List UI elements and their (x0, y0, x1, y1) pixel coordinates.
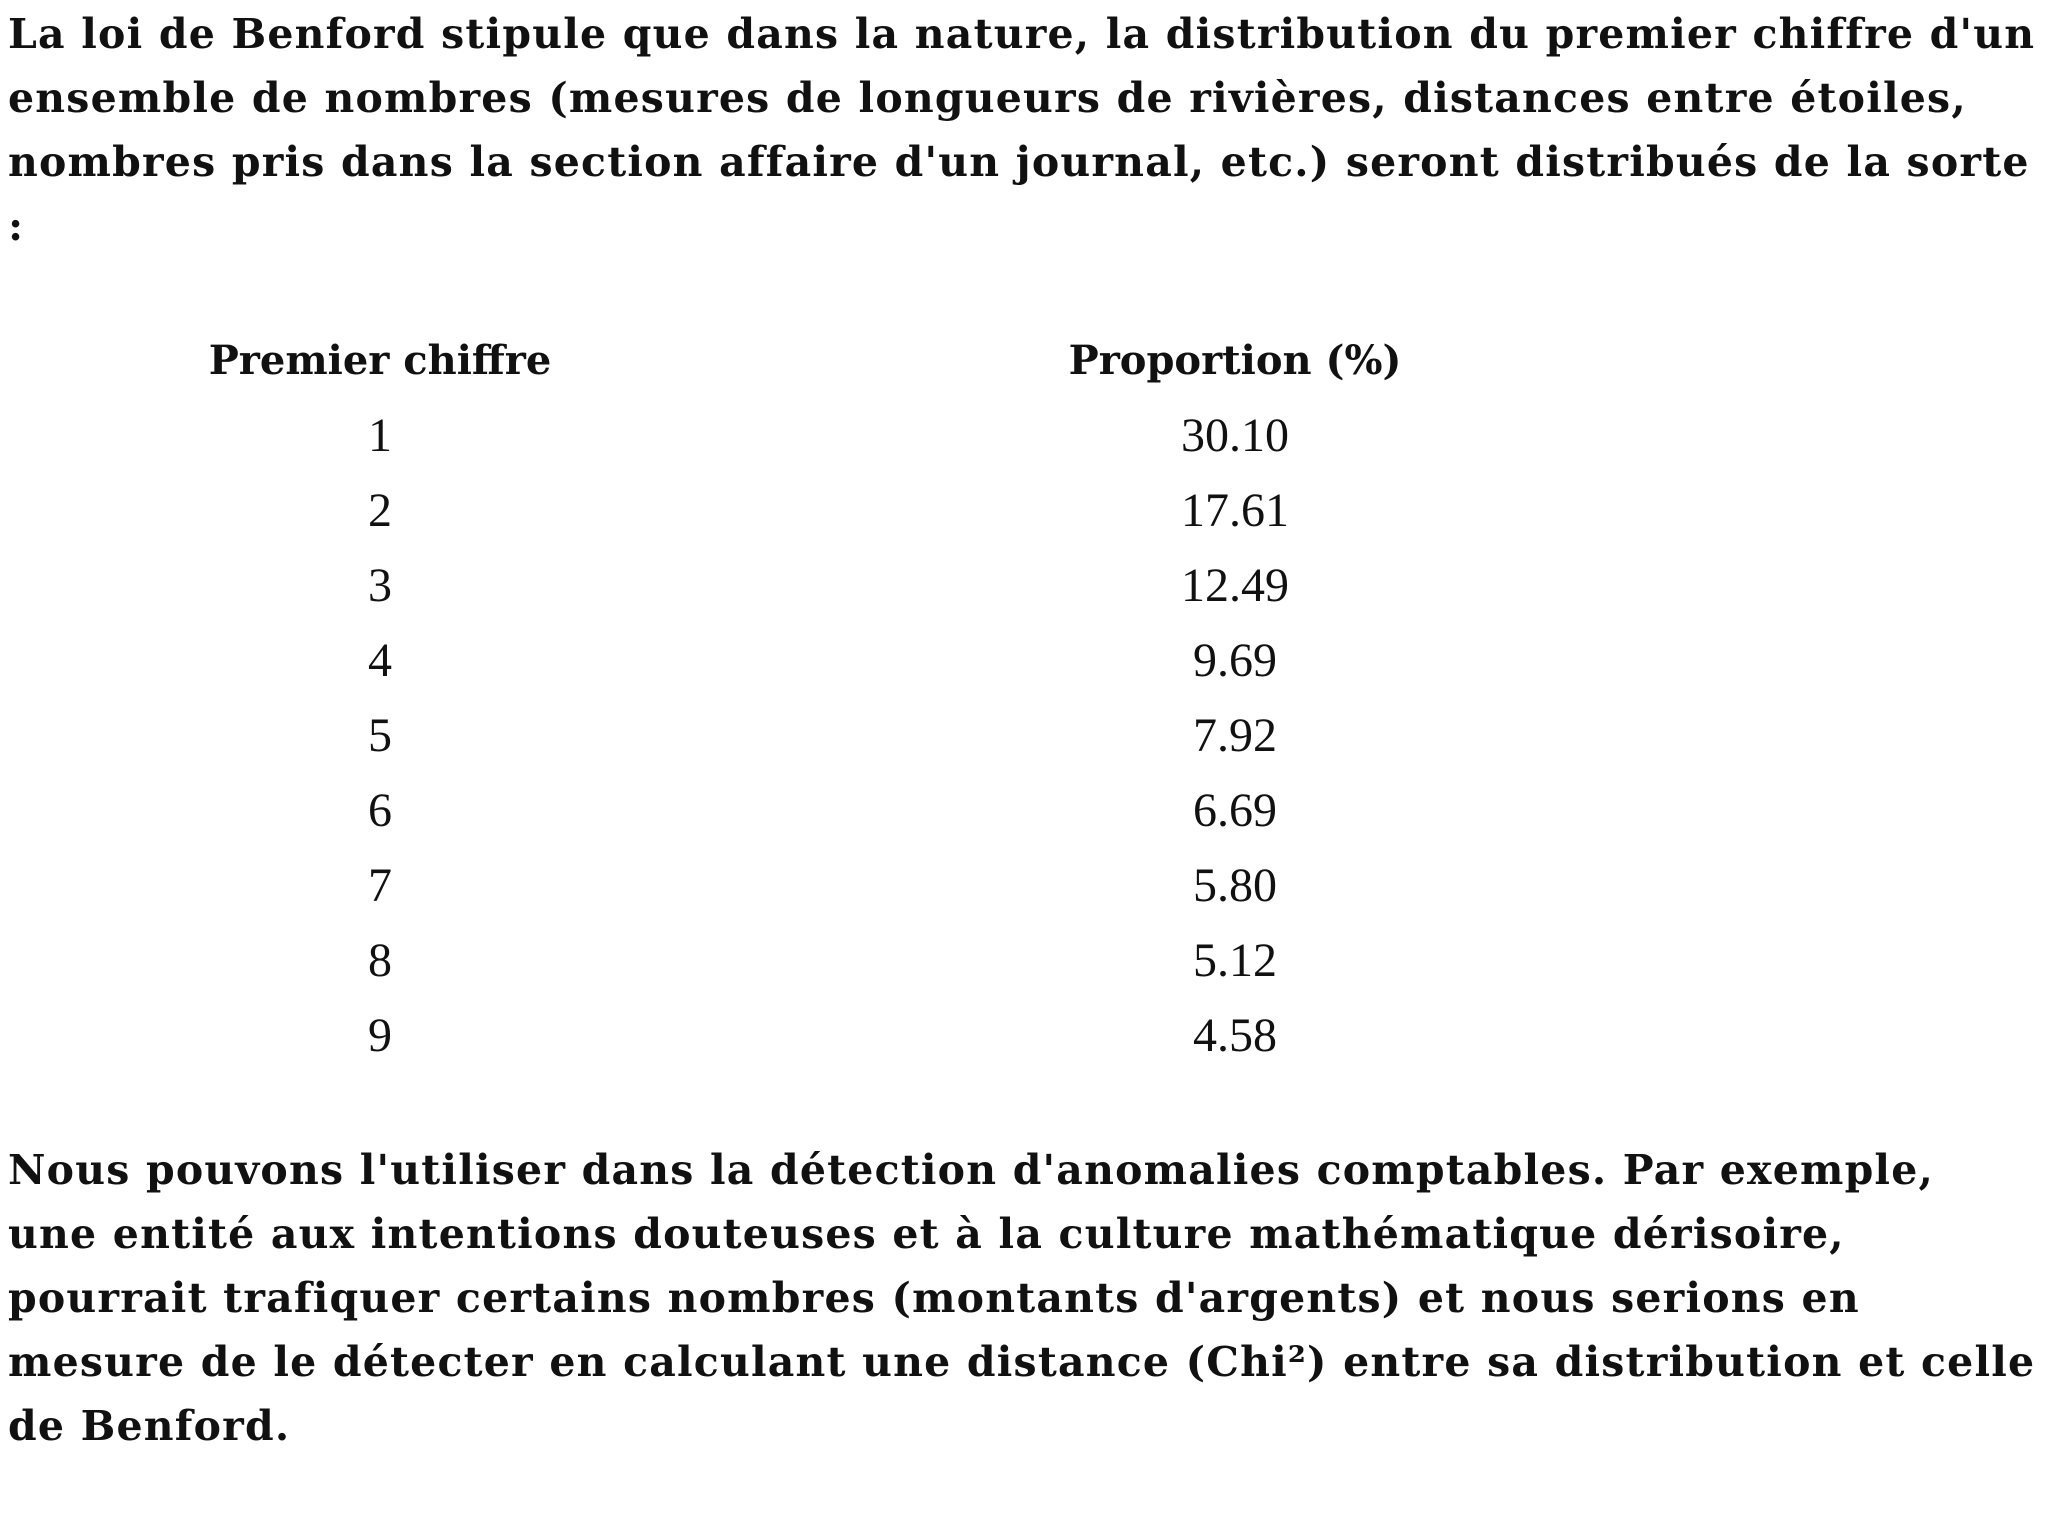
digit-cell: 6 (368, 784, 392, 837)
proportion-cell: 5.80 (1193, 859, 1277, 912)
column-gap (590, 923, 990, 998)
table-row (170, 773, 1480, 848)
column-gap (590, 398, 990, 473)
digit-cell: 1 (368, 409, 392, 462)
proportion-cell: 7.92 (1193, 709, 1277, 762)
column-gap (590, 623, 990, 698)
proportion-cell: 17.61 (1181, 484, 1289, 537)
column-gap (590, 773, 990, 848)
table-row (170, 623, 1480, 698)
table-header-row (170, 322, 1480, 398)
digit-cell: 7 (368, 859, 392, 912)
table-row (170, 548, 1480, 623)
benford-table (170, 322, 1480, 1073)
proportion-cell: 9.69 (1193, 634, 1277, 687)
proportion-cell: 4.58 (1193, 1009, 1277, 1062)
table-row (170, 848, 1480, 923)
table-row (170, 473, 1480, 548)
header-premier-chiffre: Premier chiffre (208, 336, 552, 384)
proportion-cell: 30.10 (1181, 409, 1289, 462)
table-row (170, 398, 1480, 473)
column-gap (590, 848, 990, 923)
digit-cell: 8 (368, 934, 392, 987)
table-row (170, 998, 1480, 1073)
digit-cell: 4 (368, 634, 392, 687)
digit-cell: 9 (368, 1009, 392, 1062)
column-gap (590, 998, 990, 1073)
table-row (170, 923, 1480, 998)
table-row (170, 698, 1480, 773)
digit-cell: 3 (368, 559, 392, 612)
proportion-cell: 6.69 (1193, 784, 1277, 837)
intro-paragraph: La loi de Benford stipule que dans la nature, la distribution du premier chiffre d'un ensemble de nombres (mesures de longueurs de rivières, distances entre étoiles, nombres pris dans la section affaire d'un journal, etc.) seront distribués de la sorte : (8, 10, 2036, 250)
proportion-cell: 5.12 (1193, 934, 1277, 987)
column-gap (590, 548, 990, 623)
header-proportion: Proportion (%) (1068, 336, 1402, 384)
column-gap (590, 698, 990, 773)
proportion-cell: 12.49 (1181, 559, 1289, 612)
column-gap (590, 322, 990, 398)
outro-paragraph: Nous pouvons l'utiliser dans la détection d'anomalies comptables. Par exemple, une entité aux intentions douteuses et à la culture mathématique dérisoire, pourrait trafiquer certains nombres (montants d'argents) et nous serions en mesure de le détecter en calculant une distance (Chi²) entre sa distribution et celle de Benford. (8, 1146, 2036, 1450)
digit-cell: 5 (368, 709, 392, 762)
digit-cell: 2 (368, 484, 392, 537)
column-gap (590, 473, 990, 548)
